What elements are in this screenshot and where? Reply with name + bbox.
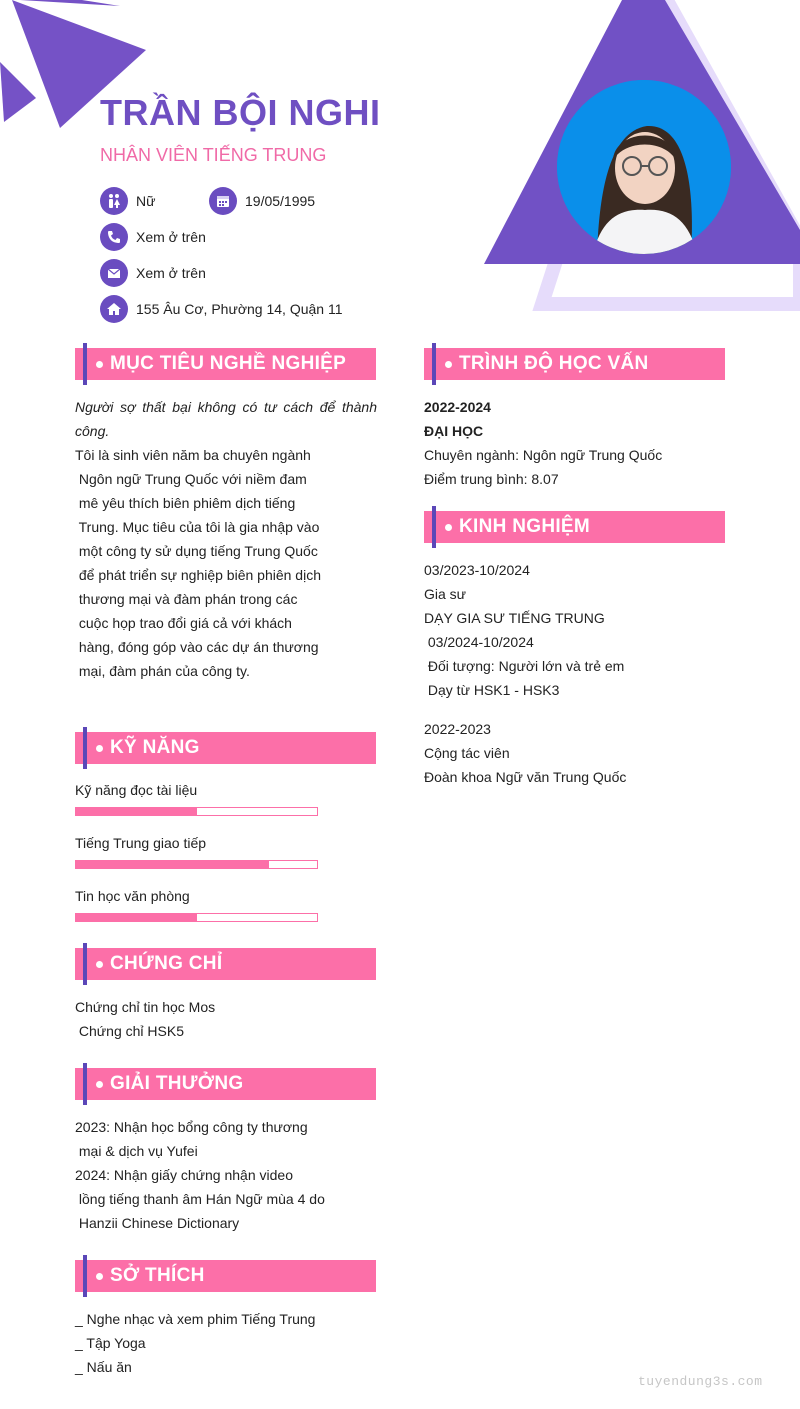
birthday-row <box>209 187 315 215</box>
address-row <box>100 295 343 323</box>
experience-block-1: 03/2023-10/2024 Gia sư DẠY GIA SƯ TIẾNG TRUNG 03/2024-10/2024 Đối tượng: Người lớn và trẻ em Dạy từ HSK1 - HSK3 <box>424 562 625 698</box>
hobbies-text: _ Nghe nhạc và xem phim Tiếng Trung _ Tập Yoga _ Nấu ăn <box>75 1311 316 1375</box>
skill-progress-bar <box>75 913 318 922</box>
experience-block-2: 2022-2023 Cộng tác viên Đoàn khoa Ngữ văn Trung Quốc <box>424 721 627 785</box>
gender-icon <box>100 187 128 215</box>
section-awards-title: GIẢI THƯỞNG <box>110 1073 244 1094</box>
skill-label: Tin học văn phòng <box>75 888 190 904</box>
candidate-name: TRẦN BỘI NGHI <box>100 92 381 133</box>
certificates-text: Chứng chỉ tin học Mos Chứng chỉ HSK5 <box>75 999 216 1039</box>
job-title: NHÂN VIÊN TIẾNG TRUNG <box>100 145 327 165</box>
gender-value: Nữ <box>136 193 156 209</box>
calendar-icon <box>209 187 237 215</box>
section-objective-title: MỤC TIÊU NGHỀ NGHIỆP <box>110 353 347 374</box>
phone-value: Xem ở trên <box>136 229 206 245</box>
section-certificates-title: CHỨNG CHỈ <box>110 953 223 974</box>
skill-progress-fill <box>76 808 197 815</box>
gender-row <box>100 187 155 215</box>
birthday-value: 19/05/1995 <box>245 193 316 209</box>
section-awards-header <box>75 1068 376 1100</box>
section-experience-title: KINH NGHIỆM <box>459 516 591 537</box>
skill-progress-bar <box>75 860 318 869</box>
email-value: Xem ở trên <box>136 265 206 281</box>
objective-text: Tôi là sinh viên năm ba chuyên ngành Ngôn ngữ Trung Quốc với niềm đam mê yêu thích biên phiêm dịch tiếng Trung. Mục tiêu của tôi là gia nhập vào một công ty sử dụng tiếng Trung Quốc để phát triển sự nghiệp biên phiên dịch thương mại và đàm phán trong các cuộc họp trao đổi giá cả với khách hàng, đóng góp vào các dự án thương mại, đàm phán của công ty. <box>75 447 321 679</box>
email-row <box>100 259 206 287</box>
phone-row <box>100 223 206 251</box>
watermark: tuyendung3s.com <box>638 1374 763 1389</box>
skill-label: Kỹ năng đọc tài liệu <box>75 782 198 798</box>
address-value: 155 Âu Cơ, Phường 14, Quận 11 <box>136 301 343 317</box>
skill-label: Tiếng Trung giao tiếp <box>75 835 207 851</box>
awards-text: 2023: Nhận học bổng công ty thương mại & dịch vụ Yufei 2024: Nhận giấy chứng nhận video lồng tiếng thanh âm Hán Ngữ mùa 4 do Hanzii Chinese Dictionary <box>75 1119 325 1231</box>
skill-progress-bar <box>75 807 318 816</box>
profile-photo <box>557 80 731 254</box>
section-hobbies-title: SỞ THÍCH <box>110 1265 205 1286</box>
section-objective-header <box>75 348 376 380</box>
person-silhouette-icon <box>557 80 731 254</box>
objective-quote: Người sợ thất bại không có tư cách để thành công. <box>75 399 377 439</box>
skill-progress-fill <box>76 914 197 921</box>
section-skills-header <box>75 732 376 764</box>
section-education-header <box>424 348 725 380</box>
home-icon <box>100 295 128 323</box>
section-experience-header <box>424 511 725 543</box>
section-certificates-header <box>75 948 376 980</box>
section-skills-title: KỸ NĂNG <box>110 737 200 758</box>
phone-icon <box>100 223 128 251</box>
skill-progress-fill <box>76 861 269 868</box>
email-icon <box>100 259 128 287</box>
education-text: 2022-2024 ĐẠI HỌC Chuyên ngành: Ngôn ngữ Trung Quốc Điểm trung bình: 8.07 <box>424 399 663 487</box>
section-education-title: TRÌNH ĐỘ HỌC VẤN <box>459 353 649 374</box>
section-hobbies-header <box>75 1260 376 1292</box>
